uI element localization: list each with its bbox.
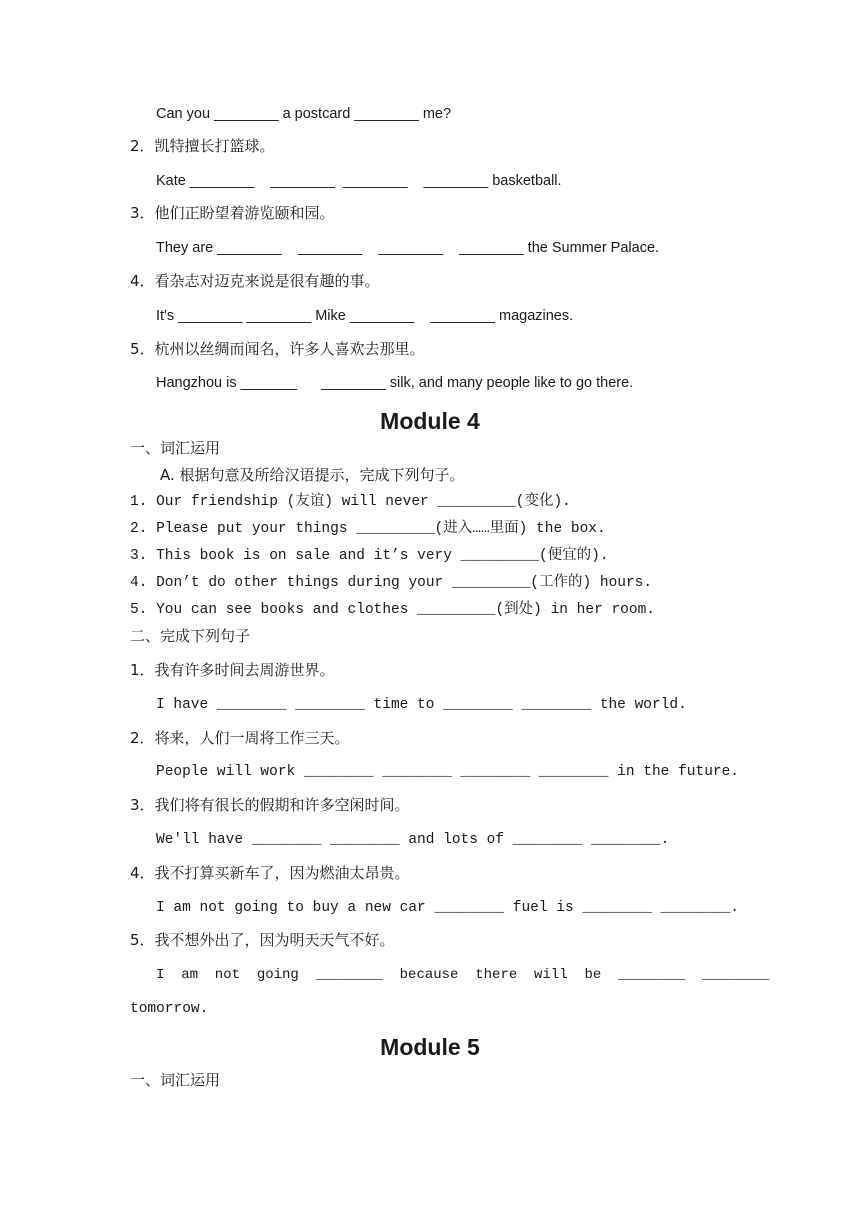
m4-vocab-item-4: 4. Don’t do other things during your _________(工作的) hours. bbox=[130, 575, 653, 591]
m4-vocab-item-5: 5. You can see books and clothes _________(到处) in her room. bbox=[130, 602, 655, 618]
m4-item-3-chinese: 3．我们将有很长的假期和许多空闲时间。 bbox=[130, 796, 410, 814]
m3-item-2-english: Kate ________ ________ ________ ________ basketball. bbox=[156, 173, 562, 189]
module-5-title: Module 5 bbox=[380, 1034, 480, 1060]
m3-item-4-chinese: 4．看杂志对迈克来说是很有趣的事。 bbox=[130, 272, 380, 290]
m3-item-3-english: They are ________ ________ ________ ________ the Summer Palace. bbox=[156, 240, 660, 256]
m4-vocab-item-3: 3. This book is on sale and it’s very _________(便宜的). bbox=[130, 548, 609, 564]
m4-vocab-item-2: 2. Please put your things _________(进入……里面) the box. bbox=[130, 521, 606, 537]
m4-item-5-english: I am not going ________ because there will be ________ ________ bbox=[156, 967, 770, 983]
m4-item-5-english-continued: tomorrow. bbox=[130, 1001, 209, 1017]
m3-item-5-chinese: 5．杭州以丝绸而闻名，许多人喜欢去那里。 bbox=[130, 340, 425, 358]
m3-item-3-chinese: 3．他们正盼望着游览颐和园。 bbox=[130, 204, 335, 222]
m4-section-1-title: 一、词汇运用 bbox=[130, 439, 221, 457]
m4-item-5-chinese: 5．我不想外出了，因为明天天气不好。 bbox=[130, 931, 395, 949]
m4-item-1-chinese: 1．我有许多时间去周游世界。 bbox=[130, 661, 335, 679]
m4-item-4-english: I am not going to buy a new car ________ fuel is ________ ________. bbox=[156, 900, 739, 916]
m4-item-3-english: We'll have ________ ________ and lots of ________ ________. bbox=[156, 832, 670, 848]
m4-item-2-chinese: 2．将来，人们一周将工作三天。 bbox=[130, 729, 350, 747]
m5-section-1-title: 一、词汇运用 bbox=[130, 1071, 221, 1089]
m3-item-5-english: Hangzhou is _______ ________ silk, and many people like to go there. bbox=[156, 375, 634, 391]
m4-item-1-english: I have ________ ________ time to ________ ________ the world. bbox=[156, 697, 687, 713]
module-4-title: Module 4 bbox=[380, 408, 480, 434]
m3-item-1-english: Can you ________ a postcard ________ me? bbox=[156, 106, 452, 122]
m3-item-2-chinese: 2．凯特擅长打篮球。 bbox=[130, 137, 275, 155]
m4-section-2-title: 二、完成下列句子 bbox=[130, 627, 251, 645]
m4-item-4-chinese: 4．我不打算买新车了，因为燃油太昂贵。 bbox=[130, 864, 410, 882]
m3-item-4-english: It's ________ ________ Mike ________ ________ magazines. bbox=[156, 308, 574, 324]
m4-vocab-item-1: 1. Our friendship (友谊) will never _________(变化). bbox=[130, 494, 571, 510]
m4-item-2-english: People will work ________ ________ ________ ________ in the future. bbox=[156, 764, 739, 780]
m4-section-1-instruction: A. 根据句意及所给汉语提示，完成下列句子。 bbox=[160, 466, 465, 484]
